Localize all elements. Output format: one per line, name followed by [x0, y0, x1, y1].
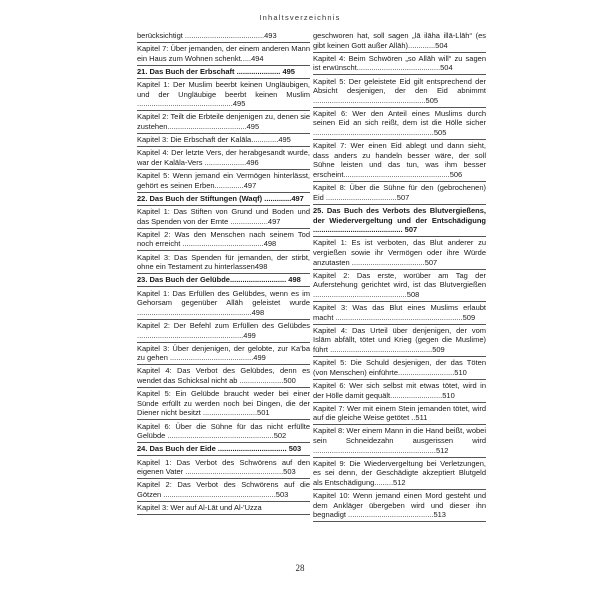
toc-chapter-entry: Kapitel 3: Die Erbschaft der Kalāla.............495: [137, 134, 310, 147]
toc-chapter-entry: Kapitel 1: Das Verbot des Schwörens auf den eigenen Vater ...............................................503: [137, 456, 310, 479]
toc-chapter-entry: berücksichtigt ......................................493: [137, 31, 310, 43]
toc-right-column: [313, 31, 486, 522]
toc-book-heading: 21. Das Buch der Erbschaft ..................... 495: [137, 66, 310, 79]
toc-chapter-entry: Kapitel 7: Über jemanden, der einem anderen Mann ein Haus zum Wohnen schenkt.....494: [137, 43, 310, 66]
toc-chapter-entry: Kapitel 2: Was den Menschen nach seinem Tod noch erreicht .......................................498: [137, 229, 310, 252]
toc-chapter-entry: Kapitel 8: Wer einem Mann in die Hand beißt, wobei sein Schneidezahn ausgerissen wird ...........................................................512: [313, 425, 486, 457]
toc-book-heading: 24. Das Buch der Eide ................................. 503: [137, 443, 310, 456]
page-number: 28: [295, 563, 305, 573]
toc-chapter-entry: Kapitel 3: Das Spenden für jemanden, der stirbt, ohne ein Testament zu hinterlassen498: [137, 251, 310, 274]
toc-chapter-entry: Kapitel 5: Ein Gelübde braucht weder bei einer Sünde erfüllt zu werden noch bei Dingen, die der Diener nicht besitzt ..........................501: [137, 388, 310, 420]
toc-chapter-entry: Kapitel 6: Über die Sühne für das nicht erfüllte Gelübde ...................................................502: [137, 420, 310, 443]
toc-book-heading: 25. Das Buch des Verbots des Blutvergießens, der Wiedervergeltung und der Entschädigung ........................................... 507: [313, 205, 486, 237]
toc-chapter-entry: Kapitel 2: Der Befehl zum Erfüllen des Gelübdes ...................................................499: [137, 320, 310, 343]
toc-chapter-entry: Kapitel 9: Die Wiedervergeltung bei Verletzungen, es sei denn, der Geschädigte akzeptiert Blutgeld als Entschädigung.........512: [313, 458, 486, 490]
toc-chapter-entry: Kapitel 8: Über die Sühne für den (gebrochenen) Eid ..................................507: [313, 182, 486, 205]
toc-chapter-entry: Kapitel 3: Über denjenigen, der gelobte, zur Ka'ba zu gehen ........................................499: [137, 343, 310, 366]
toc-chapter-entry: Kapitel 6: Wer sich selbst mit etwas tötet, wird in der Hölle damit gequält.........................510: [313, 380, 486, 403]
toc-chapter-entry: Kapitel 10: Wenn jemand einen Mord gesteht und dem Ankläger übergeben wird und dieser ihn begnadigt .........................................513: [313, 490, 486, 522]
toc-chapter-entry: Kapitel 3: Wer auf Al-Lāt und Al-'Uzza: [137, 502, 310, 515]
toc-chapter-entry: Kapitel 2: Das erste, worüber am Tag der Auferstehung gerichtet wird, ist das Blutvergießen .............................................508: [313, 270, 486, 302]
toc-chapter-entry: Kapitel 1: Es ist verboten, das Blut anderer zu vergießen sowie ihr Vermögen oder ihre Würde anzutasten ...................................507: [313, 237, 486, 269]
toc-chapter-entry: Kapitel 5: Die Schuld desjenigen, der das Töten (von Menschen) einführte...........................510: [313, 357, 486, 380]
toc-chapter-entry: Kapitel 6: Wer den Anteil eines Muslims durch seinen Eid an sich reißt, dem ist die Hölle sicher ..........................................................505: [313, 108, 486, 140]
toc-chapter-entry: Kapitel 1: Der Muslim beerbt keinen Ungläubigen, und der Ungläubige beerbt keinen Muslim ..............................................495: [137, 79, 310, 111]
toc-left-column: [137, 31, 310, 515]
toc-chapter-entry: Kapitel 1: Das Erfüllen des Gelübdes, wenn es im Gehorsam gegenüber Allāh geleistet wurde .......................................................498: [137, 287, 310, 319]
running-head: Inhaltsverzeichnis: [259, 13, 341, 22]
toc-chapter-entry: Kapitel 4: Das Verbot des Gelübdes, denn es wendet das Schicksal nicht ab .....................500: [137, 365, 310, 388]
toc-chapter-entry: Kapitel 5: Der geleistete Eid gilt entsprechend der Absicht desjenigen, der den Eid abnimmt ......................................................505: [313, 75, 486, 107]
toc-book-heading: 22. Das Buch der Stiftungen (Waqf) .............497: [137, 193, 310, 206]
toc-chapter-entry: geschworen hat, soll sagen „lā ilāha illā-Llāh“ (es gibt keinen Gott außer Allāh).............504: [313, 31, 486, 53]
toc-chapter-entry: Kapitel 3: Was das Blut eines Muslims erlaubt macht .............................................................509: [313, 302, 486, 325]
toc-chapter-entry: Kapitel 4: Der letzte Vers, der herabgesandt wurde, war der Kalāla-Vers ....................496: [137, 147, 310, 170]
toc-chapter-entry: Kapitel 7: Wer mit einem Stein jemanden tötet, wird auf die gleiche Weise getötet ..511: [313, 403, 486, 426]
toc-chapter-entry: Kapitel 4: Beim Schwören „so Allāh will“ zu sagen ist erwünscht........................................504: [313, 53, 486, 76]
toc-book-heading: 23. Das Buch der Gelübde........................... 498: [137, 274, 310, 287]
toc-chapter-entry: Kapitel 2: Das Verbot des Schwörens auf die Götzen ......................................................503: [137, 479, 310, 502]
toc-chapter-entry: Kapitel 1: Das Stiften von Grund und Boden und das Spenden von der Ernte ..................497: [137, 206, 310, 229]
toc-chapter-entry: Kapitel 5: Wenn jemand ein Vermögen hinterlässt, gehört es seinen Erben..............497: [137, 170, 310, 193]
toc-chapter-entry: Kapitel 4: Das Urteil über denjenigen, der vom Islām abfällt, tötet und Krieg (gegen die Muslime) führt .................................................509: [313, 325, 486, 357]
toc-chapter-entry: Kapitel 2: Teilt die Erbteile denjenigen zu, denen sie zustehen......................................495: [137, 111, 310, 134]
toc-chapter-entry: Kapitel 7: Wer einen Eid ablegt und dann sieht, dass anders zu handeln besser wäre, der soll Sühne leisten und das tun, was ihm besser erscheint...................................................506: [313, 140, 486, 182]
